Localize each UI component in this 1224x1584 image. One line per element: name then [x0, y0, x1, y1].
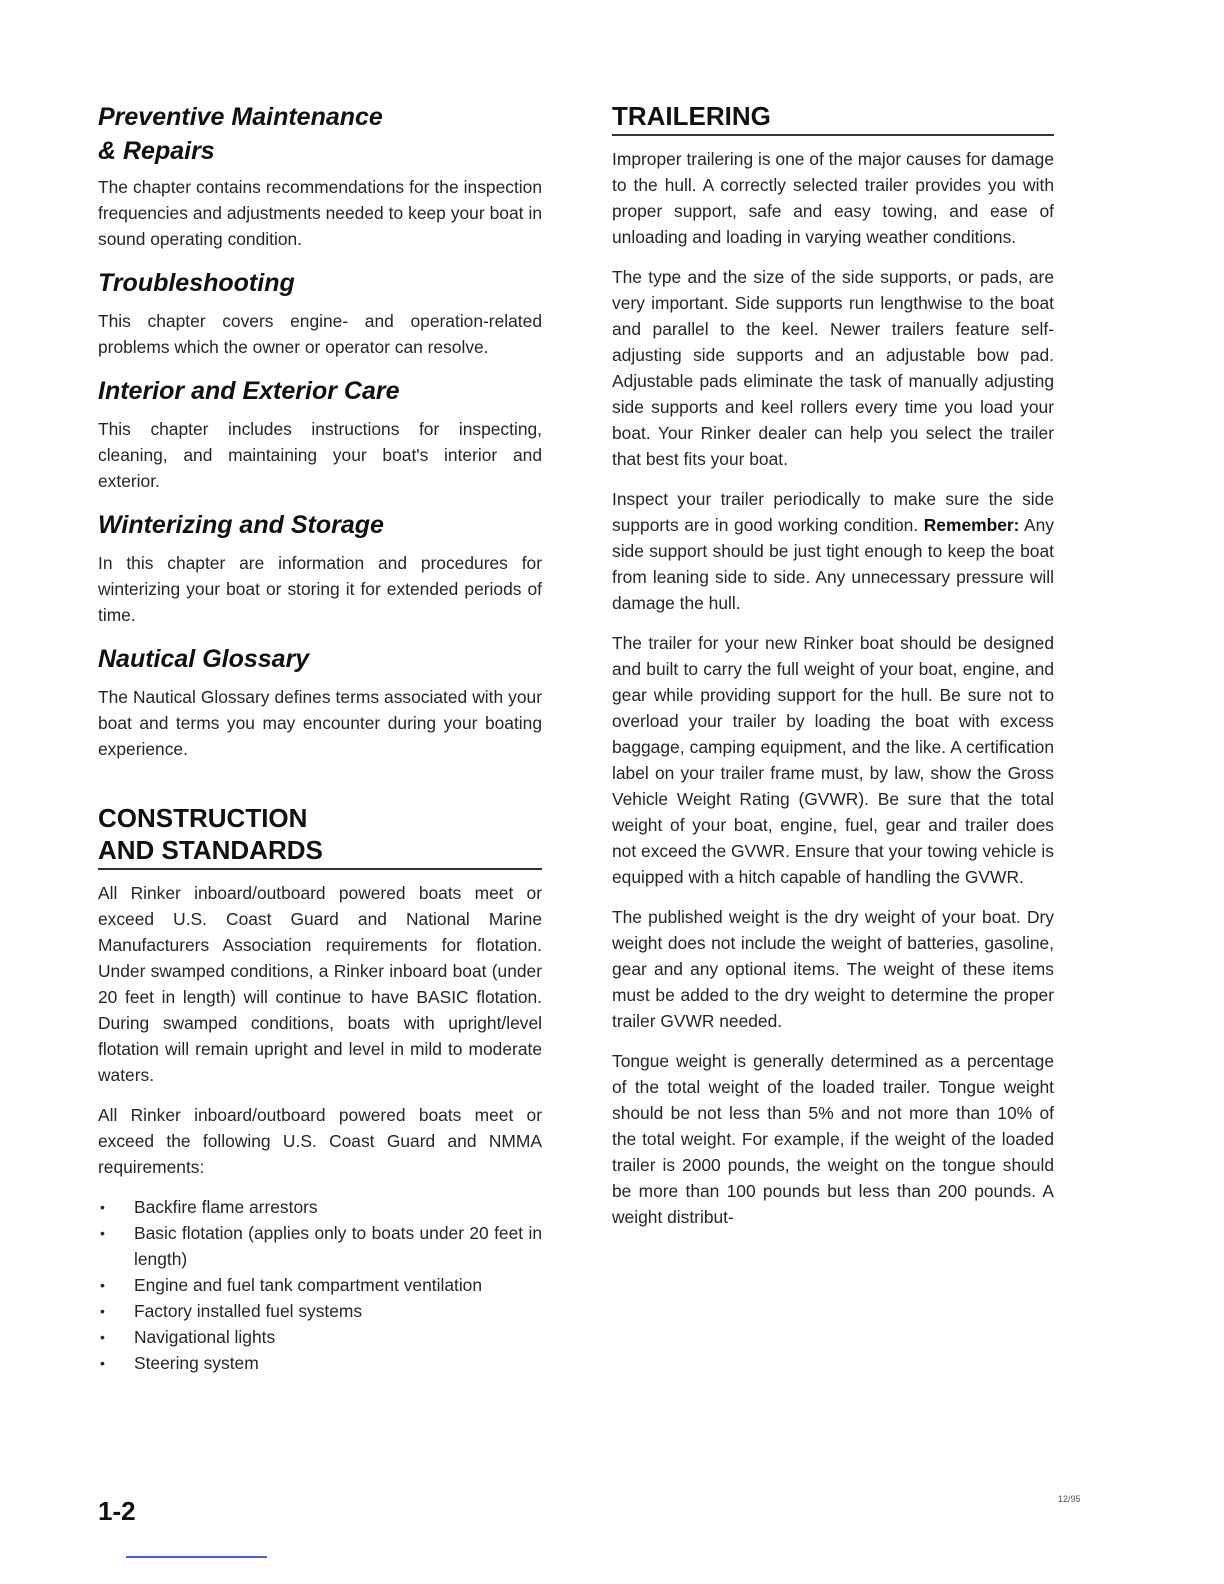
- trailering-para6: Tongue weight is generally determined as a percentage of the total weight of the loaded trailer. Tongue weight should be not less than 5% and not more than 10% of the total weight. For example, if the weight of the loaded trailer is 2000 pounds, the weight on the tongue should be more than 100 pounds but less than 200 pounds. A weight distribut-: [612, 1051, 1054, 1227]
- preventive-maintenance-heading: [98, 100, 542, 168]
- list-item: • Navigational lights: [100, 1327, 276, 1347]
- interior-exterior-heading: Interior and Exterior Care: [98, 377, 400, 405]
- list-item-text: Backfire flame arrestors: [134, 1197, 318, 1217]
- right-column: [612, 100, 1054, 1244]
- trailering-para2: The type and the size of the side supports, or pads, are very important. Side supports run lengthwise to the boat and parallel to the keel. Newer trailers feature self-adjusting side supports and an adjustable bow pad. Adjustable pads eliminate the task of manually adjusting side supports and keel rollers every time you load your boat. Your Rinker dealer can help you select the trailer that best fits your boat.: [612, 267, 1054, 469]
- revision-date: 12/95: [1058, 1494, 1081, 1504]
- glossary-body: The Nautical Glossary defines terms associated with your boat and terms you may encounter during your boating experience.: [98, 687, 542, 759]
- list-item: • Steering system: [100, 1353, 259, 1373]
- list-item: • Backfire flame arrestors: [100, 1197, 318, 1217]
- list-item-text: Navigational lights: [134, 1327, 276, 1347]
- troubleshooting-body: This chapter covers engine- and operation-related problems which the owner or operator can resolve.: [98, 311, 542, 357]
- list-item: • Basic flotation (applies only to boats under 20 feet in length): [100, 1223, 542, 1269]
- trailering-heading: TRAILERING: [612, 100, 1054, 136]
- list-item-text: Steering system: [134, 1353, 259, 1373]
- list-item: • Engine and fuel tank compartment ventilation: [100, 1275, 483, 1295]
- list-item-text: Engine and fuel tank compartment ventilation: [134, 1275, 483, 1295]
- trailering-para4: The trailer for your new Rinker boat should be designed and built to carry the full weight of your boat, engine, and gear while providing support for the hull. Be sure not to overload your trailer by loading the boat with excess baggage, camping equipment, and the like. A certification label on your trailer frame must, by law, show the Gross Vehicle Weight Rating (GVWR). Be sure that the total weight of your boat, engine, fuel, gear and trailer does not exceed the GVWR. Ensure that your towing vehicle is equipped with a hitch capable of handling the GVWR.: [612, 633, 1054, 887]
- trailering-para1: Improper trailering is one of the major causes for damage to the hull. A correctly selected trailer provides you with proper support, safe and easy towing, and ease of unloading and loading in varying weather conditions.: [612, 149, 1054, 247]
- glossary-heading: Nautical Glossary: [98, 645, 310, 673]
- construction-para2: All Rinker inboard/outboard powered boats meet or exceed the following U.S. Coast Guard and NMMA requirements:: [98, 1105, 542, 1177]
- construction-heading-line2: AND STANDARDS: [98, 835, 323, 865]
- troubleshooting-heading: Troubleshooting: [98, 269, 295, 297]
- bottom-link-underline: [126, 1556, 267, 1558]
- para3-before: Inspect your trailer periodically to make sure the side supports are in good working condition.: [612, 489, 1054, 535]
- preventive-heading-line2: & Repairs: [98, 137, 215, 165]
- preventive-body: The chapter contains recommendations for the inspection frequencies and adjustments needed to keep your boat in sound operating condition.: [98, 177, 542, 249]
- trailering-para3: [612, 486, 1054, 616]
- construction-heading-line1: CONSTRUCTION: [98, 803, 308, 833]
- interior-exterior-body: This chapter includes instructions for inspecting, cleaning, and maintaining your boat's interior and exterior.: [98, 419, 542, 491]
- remember-label: Remember:: [923, 515, 1020, 535]
- winterizing-heading: Winterizing and Storage: [98, 511, 384, 539]
- left-column: [98, 100, 542, 1376]
- construction-para1: All Rinker inboard/outboard powered boats meet or exceed U.S. Coast Guard and National Marine Manufacturers Association requirements for flotation. Under swamped conditions, a Rinker inboard boat (under 20 feet in length) will continue to have BASIC flotation. During swamped conditions, boats with upright/level flotation will remain upright and level in mild to moderate waters.: [98, 883, 542, 1085]
- page-number: 1-2: [98, 1496, 136, 1526]
- construction-heading: [98, 802, 542, 870]
- list-item-text: Factory installed fuel systems: [134, 1301, 363, 1321]
- list-item-text: Basic flotation (applies only to boats under 20 feet in length): [134, 1223, 542, 1269]
- list-item: • Factory installed fuel systems: [100, 1301, 363, 1321]
- para3-after: Any side support should be just tight enough to keep the boat from leaning side to side. Any unnecessary pressure will damage the hull.: [612, 515, 1054, 613]
- trailering-para5: The published weight is the dry weight of your boat. Dry weight does not include the weight of batteries, gasoline, gear and any optional items. The weight of these items must be added to the dry weight to determine the proper trailer GVWR needed.: [612, 907, 1054, 1031]
- preventive-heading-line1: Preventive Maintenance: [98, 103, 383, 131]
- winterizing-body: In this chapter are information and procedures for winterizing your boat or storing it for extended periods of time.: [98, 553, 542, 625]
- requirements-list: [98, 1194, 542, 1376]
